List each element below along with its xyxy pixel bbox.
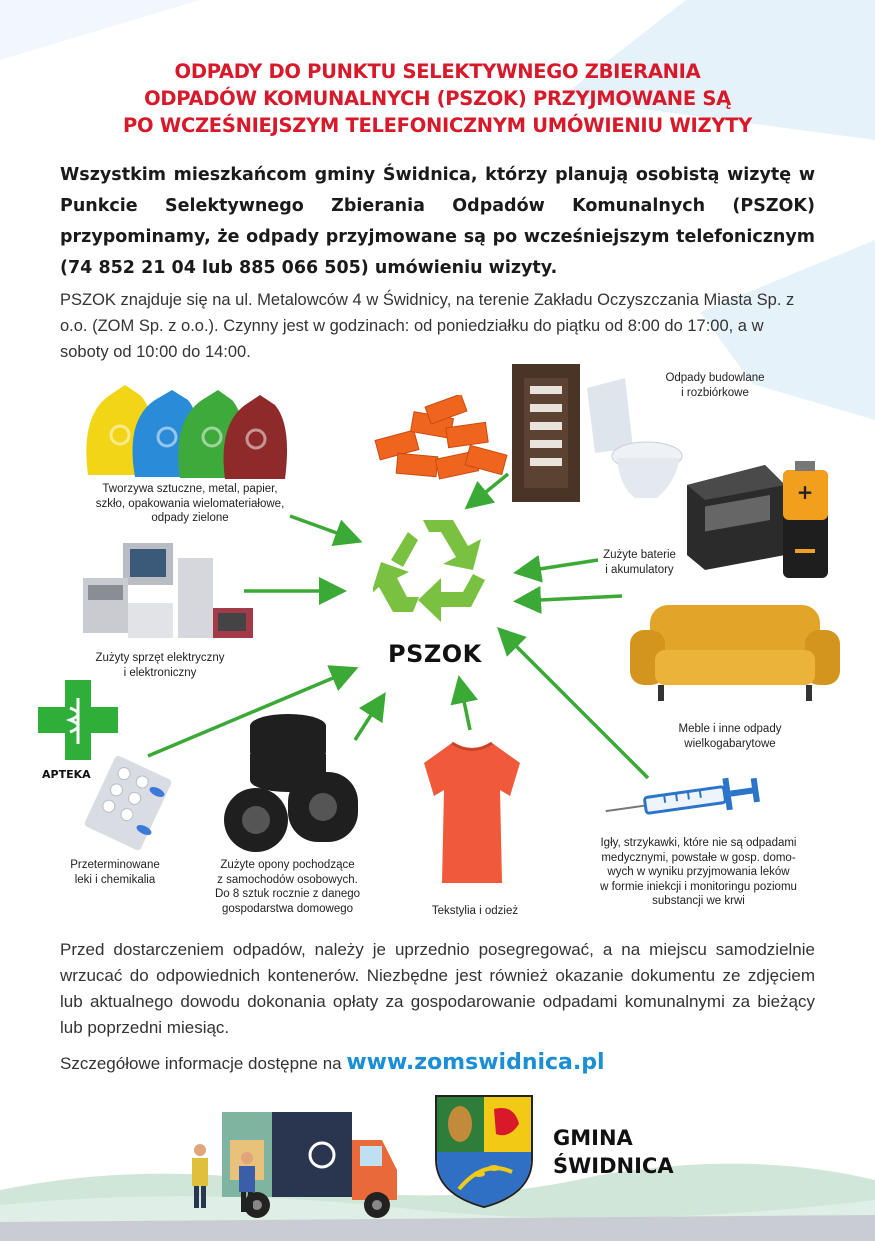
coat-of-arms-icon [434,1094,534,1209]
more-info-line [60,1050,605,1075]
pharmacy-label: APTEKA [42,768,91,781]
caption-needles: Igły, strzykawki, które nie są odpadami medycznymi, powstałe w gosp. domo- wych w wyniku przyjmowania leków w formie iniekcji i monitoringu poziomu substancji we krwi [600,837,797,907]
arrow-medicines [148,670,352,756]
lead-paragraph: Wszystkim mieszkańcom gminy Świdnica, którzy planują osobistą wizytę w Punkcie Selektywnego Zbierania Odpadów Komunalnych (PSZOK) przypominamy, że odpady przyjmowane są po wcześniejszym telefonicznym (74 852 21 04 lub 885 066 505) umówieniu wizyty. [60,165,815,278]
more-info-prefix: Szczegółowe informacje dostępne na [60,1054,347,1073]
arrow-batteries [520,560,598,572]
caption-electronics: Zużyty sprzęt elektryczny i elektroniczny [95,652,225,679]
caption-batteries: Zużyte baterie i akumulatory [603,549,676,576]
caption-plastics: Tworzywa sztuczne, metal, papier, szkło, opakowania wielomateriałowe, odpady zielone [95,483,285,524]
headline-line-1: ODPADY DO PUNKTU SELEKTYWNEGO ZBIERANIA [174,60,701,83]
gmina-label [553,1124,674,1180]
arrow-furniture [520,596,622,601]
caption-textiles: Tekstylia i odzież [431,905,519,917]
caption-furniture: Meble i inne odpady wielkogabarytowe [678,723,782,750]
caption-tires: Zużyte opony pochodzące z samochodów osobowych. Do 8 sztuk rocznie z danego gospodarstwa domowego [214,859,361,915]
arrow-plastics [290,516,356,540]
arrow-needles [502,632,648,778]
caption-medicines: Przeterminowane leki i chemikalia [70,859,160,886]
arrow-tires [355,698,382,740]
arrow-textiles [460,682,470,730]
gmina-line-2: ŚWIDNICA [553,1154,674,1178]
website-link[interactable]: www.zomswidnica.pl [346,1050,605,1075]
gmina-line-1: GMINA [553,1126,633,1150]
info-paragraph: PSZOK znajduje się na ul. Metalowców 4 w Świdnicy, na terenie Zakładu Oczyszczania Miasta Sp. z o.o. (ZOM Sp. z o.o.). Czynny jest w godzinach: od poniedziałku do piątku od 8:00 do 17:00, a w soboty od 10:00 do 14:00. [60,291,795,361]
caption-construction: Odpady budowlane i rozbiórkowe [665,372,765,399]
outro-paragraph: Przed dostarczeniem odpadów, należy je uprzednio posegregować, a na miejscu samodzielnie wrzucać do odpowiednich kontenerów. Niezbędne jest również okazanie dokumentu ze zdjęciem lub aktualnego dowodu dokonania opłaty za gospodarowanie odpadami komunalnymi za bieżący lub poprzedni miesiąc. [60,940,815,1037]
headline-line-2: ODPADÓW KOMUNALNYCH (PSZOK) PRZYJMOWANE SĄ [144,87,731,110]
garbage-truck-icon [182,1110,407,1225]
headline-line-3: PO WCZEŚNIEJSZYM TELEFONICZNYM UMÓWIENIU WIZYTY [122,114,752,137]
svg-text:+: + [796,480,814,504]
arrow-construction [470,474,508,505]
pszok-center-label: PSZOK [388,640,482,668]
